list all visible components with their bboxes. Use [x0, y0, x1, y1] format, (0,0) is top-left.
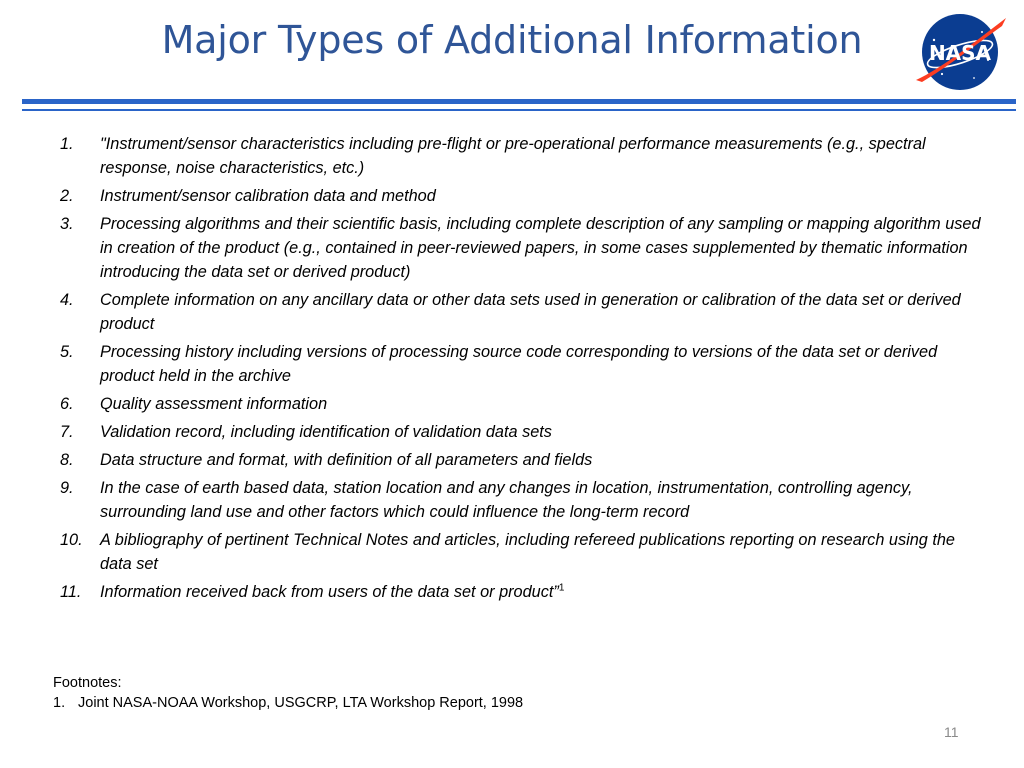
list-item-number: 5. [60, 343, 74, 361]
list-item [52, 132, 982, 180]
list-item [52, 448, 982, 472]
list-item-number: 6. [60, 395, 74, 413]
list-item [52, 420, 982, 444]
footnotes-heading: Footnotes: [53, 675, 122, 691]
list-item [52, 476, 982, 524]
list-item-number: 8. [60, 451, 74, 469]
list-item [52, 212, 982, 284]
list-item-text: "Instrument/sensor characteristics including pre-flight or pre-operational performance measurements (e.g., spectral response, noise characteristics, etc.) [100, 135, 926, 177]
list-item [52, 392, 982, 416]
footnotes [53, 673, 523, 713]
list-item-number: 9. [60, 479, 74, 497]
header-rule-thin [22, 109, 1016, 111]
list-item [52, 580, 982, 604]
list-item [52, 288, 982, 336]
list-item-text: Instrument/sensor calibration data and method [100, 187, 436, 205]
list-item-text: Processing history including versions of processing source code corresponding to versions of the data set or derived product held in the archive [100, 343, 938, 385]
list-item-number: 11. [60, 583, 82, 601]
list-item-number: 3. [60, 215, 74, 233]
slide-title: Major Types of Additional Information [161, 18, 863, 62]
list-item-text: A bibliography of pertinent Technical Notes and articles, including refereed publications reporting on research using the data set [100, 531, 955, 573]
logo-text: NASA [928, 41, 992, 65]
list-item-text: Complete information on any ancillary data or other data sets used in generation or calibration of the data set or derived product [100, 291, 961, 333]
list-item-number: 1. [60, 135, 74, 153]
list-item-number: 2. [60, 187, 74, 205]
list-item-number: 4. [60, 291, 74, 309]
list-item-text: Processing algorithms and their scientific basis, including complete description of any sampling or mapping algorithm used in creation of the product (e.g., contained in peer-reviewed papers, in some cases supplemented by thematic information introducing the data set or derived product) [100, 215, 981, 281]
list-item [52, 528, 982, 576]
list-item-text: Information received back from users of the data set or product” [100, 583, 559, 601]
list-item-text: In the case of earth based data, station location and any changes in location, instrumentation, controlling agency, surrounding land use and other factors which could influence the long-term record [100, 479, 913, 521]
footnote-number: 1. [53, 695, 66, 711]
list-item-text: Quality assessment information [100, 395, 328, 413]
list-item-number: 7. [60, 423, 74, 441]
list-item-number: 10. [60, 531, 83, 549]
list-item [52, 184, 982, 208]
header-rule-thick [22, 99, 1016, 104]
footnote-marker: 1 [558, 582, 565, 594]
list-item [52, 340, 982, 388]
nasa-logo-icon [912, 10, 1008, 94]
footnote-text: Joint NASA-NOAA Workshop, USGCRP, LTA Workshop Report, 1998 [78, 695, 524, 711]
list-item-text: Data structure and format, with definition of all parameters and fields [100, 451, 593, 469]
footnote-entry [53, 693, 523, 713]
info-list [52, 132, 982, 608]
page-number: 11 [944, 724, 959, 740]
list-item-text: Validation record, including identification of validation data sets [100, 423, 552, 441]
